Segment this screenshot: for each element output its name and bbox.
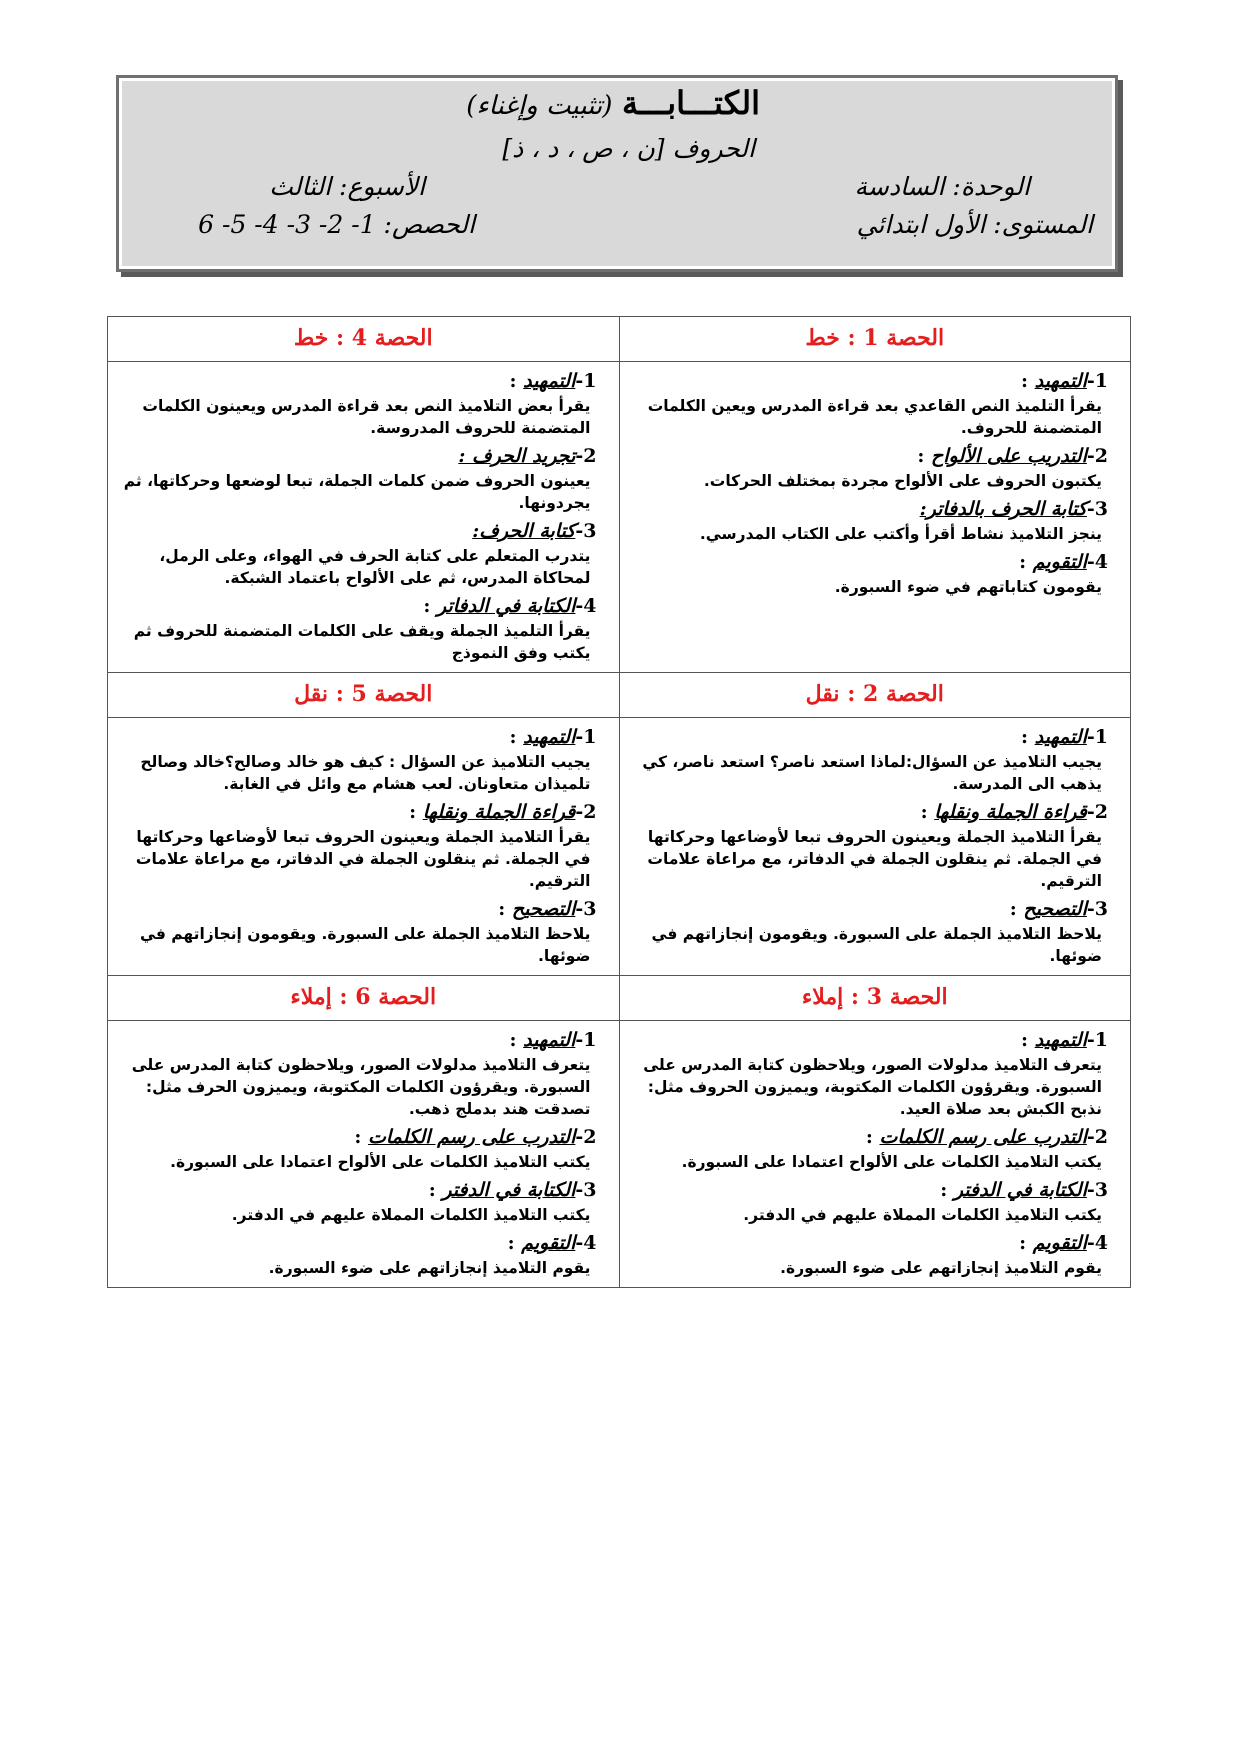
step <box>120 724 597 795</box>
step-number: 3- <box>575 1178 597 1201</box>
title-sub: (تثبيت وإغناء) <box>466 91 613 121</box>
step <box>632 368 1109 439</box>
step-title <box>632 896 1109 923</box>
step-text: يلاحظ التلاميذ الجملة على السبورة. ويقومون إنجازاتهم في ضوئها. <box>651 924 1102 965</box>
heading-row <box>108 317 1131 362</box>
page-title <box>466 84 760 122</box>
step-number: 2- <box>1086 800 1108 823</box>
step-number: 2- <box>1086 1125 1108 1148</box>
content-row <box>108 717 1131 975</box>
step-text: يتعرف التلاميذ مدلولات الصور، ويلاحظون كتابة المدرس على السبورة. ويقرؤون الكلمات المكتوبة، ويميزون الحرف مثل: تصدقت هند بدملج ذهب. <box>131 1055 591 1118</box>
step-label: كتابة الحرف: <box>472 519 576 542</box>
step-text: يكتب التلاميذ الكلمات على الألواح اعتمادا على السبورة. <box>170 1152 591 1171</box>
step-title <box>632 799 1109 826</box>
step-label: تجريد الحرف : <box>458 444 576 467</box>
step <box>120 443 597 514</box>
step-title <box>632 1177 1109 1204</box>
step-text: يتعرف التلاميذ مدلولات الصور، ويلاحظون كتابة المدرس على السبورة. ويقرؤون الكلمات المكتوبة، ويميزون الحروف مثل: نذبح الكبش بعد صلاة العيد. <box>643 1055 1102 1118</box>
session-heading: الحصة 3 : إملاء <box>619 975 1131 1020</box>
step-text: يقرأ التلاميذ الجملة ويعينون الحروف تبعا لأوضاعها وحركاتها في الجملة. ثم ينقلون الجملة في الدفاتر، مع مراعاة علامات الترقيم. <box>135 827 591 890</box>
step-title <box>120 799 597 826</box>
step-label: التصحيح <box>511 897 576 920</box>
step-label: التصحيح <box>1023 897 1087 920</box>
step-suffix: : <box>509 370 524 392</box>
step-suffix: : <box>865 1125 880 1148</box>
step-number: 1- <box>575 370 597 392</box>
step-suffix: : <box>354 1125 368 1148</box>
session-cell <box>108 717 620 975</box>
step-title <box>632 1230 1109 1257</box>
step-number: 2- <box>575 800 597 823</box>
step-label: الكتابة في الدفتر <box>953 1178 1087 1201</box>
step-suffix: : <box>507 1231 522 1254</box>
step-suffix: : <box>428 1178 443 1201</box>
sessions-table <box>107 316 1131 1288</box>
step-title <box>120 518 597 545</box>
step-number: 2- <box>575 1125 597 1148</box>
step-suffix: : <box>509 1028 524 1051</box>
step-suffix: : <box>509 725 524 748</box>
step <box>632 896 1109 967</box>
week-label: الأسبوع: الثالث <box>269 172 425 201</box>
step-number: 1- <box>575 725 597 748</box>
step-text: يجيب التلاميذ عن السؤال : كيف هو خالد وصالح؟خالد وصالح تلميذان متعاونان. لعب هشام مع وائل في الغابة. <box>140 752 591 793</box>
header-box <box>116 75 1118 272</box>
content-row <box>108 1020 1131 1287</box>
step-title <box>120 896 597 923</box>
heading-row <box>108 672 1131 717</box>
step-text: يقرأ التلاميذ الجملة ويعينون الحروف تبعا لأوضاعها وحركاتها في الجملة. ثم ينقلون الجملة في الدفاتر، مع مراعاة علامات الترقيم. <box>647 827 1102 890</box>
step-text: يقومون كتاباتهم في ضوء السبورة. <box>834 577 1102 596</box>
step <box>632 1230 1109 1279</box>
step-title <box>632 1124 1109 1151</box>
step-label: قراءة الجملة ونقلها <box>422 800 576 823</box>
session-heading: الحصة 4 : خط <box>108 317 620 362</box>
step-title <box>632 368 1109 395</box>
heading-row <box>108 975 1131 1020</box>
step-label: التقويم <box>521 1231 576 1254</box>
step-title <box>632 724 1109 751</box>
session-cell <box>619 362 1131 673</box>
step-label: كتابة الحرف بالدفاتر: <box>919 497 1087 520</box>
step-number: 1- <box>1086 725 1108 748</box>
step-title <box>120 443 597 470</box>
session-heading: الحصة 1 : خط <box>619 317 1131 362</box>
step-text: يقرأ بعض التلاميذ النص بعد قراءة المدرس ويعينون الكلمات المتضمنة للحروف المدروسة. <box>142 396 591 437</box>
step-text: يكتب التلاميذ الكلمات على الألواح اعتمادا على السبورة. <box>681 1152 1102 1171</box>
step-title <box>632 496 1109 523</box>
step-title <box>632 443 1109 470</box>
session-heading: الحصة 5 : نقل <box>108 672 620 717</box>
step <box>632 1124 1109 1173</box>
step-number: 3- <box>575 897 597 920</box>
step-suffix: : <box>1019 1231 1033 1254</box>
step-label: الكتابة في الدفاتر <box>436 594 576 617</box>
step-title <box>120 368 597 395</box>
step <box>632 724 1109 795</box>
letters-line: الحروف [ن ، ص ، د ، ذ] <box>502 134 755 163</box>
step <box>632 799 1109 892</box>
step-title <box>632 1027 1109 1054</box>
step-title <box>120 593 597 620</box>
step-text: يكتبون الحروف على الألواح مجردة بمختلف الحركات. <box>703 471 1102 490</box>
step-number: 4- <box>1086 550 1108 573</box>
step <box>120 518 597 589</box>
step <box>120 896 597 967</box>
step-text: يتدرب المتعلم على كتابة الحرف في الهواء، وعلى الرمل، لمحاكاة المدرس، ثم على الألواح باعتماد الشبكة. <box>159 546 591 587</box>
step-title <box>632 549 1109 576</box>
step <box>120 1027 597 1120</box>
session-cell <box>619 1020 1131 1287</box>
session-heading: الحصة 6 : إملاء <box>108 975 620 1020</box>
step-label: التدرب على رسم الكلمات <box>367 1125 576 1148</box>
step-text: يكتب التلاميذ الكلمات المملاة عليهم في الدفتر. <box>743 1205 1102 1224</box>
step-suffix: : <box>1020 370 1035 392</box>
step-label: التمهيد <box>1034 725 1087 748</box>
session-cell <box>108 1020 620 1287</box>
unit-label: الوحدة: السادسة <box>854 172 1030 201</box>
step-label: التدرب على رسم الكلمات <box>879 1125 1087 1148</box>
level-label: المستوى: الأول ابتدائي <box>856 210 1093 239</box>
sessions-label: الحصص: 1- 2- 3- 4- 5- 6 <box>198 210 475 239</box>
step-number: 1- <box>575 1028 597 1051</box>
step-label: التدريب على الألواح <box>931 444 1087 467</box>
step-suffix: : <box>1019 550 1033 573</box>
step <box>120 593 597 664</box>
step-number: 3- <box>1086 1178 1108 1201</box>
step-text: يكتب التلاميذ الكلمات المملاة عليهم في الدفتر. <box>231 1205 591 1224</box>
step-number: 3- <box>575 519 597 542</box>
step-number: 4- <box>1086 1231 1108 1254</box>
step-suffix: : <box>1020 1028 1035 1051</box>
step-label: التمهيد <box>1034 370 1087 392</box>
step-number: 3- <box>1086 897 1108 920</box>
step-label: التقويم <box>1032 550 1087 573</box>
step <box>632 1177 1109 1226</box>
step-label: قراءة الجملة ونقلها <box>934 800 1087 823</box>
step-text: يلاحظ التلاميذ الجملة على السبورة. ويقومون إنجازاتهم في ضوئها. <box>140 924 591 965</box>
step-suffix: : <box>940 1178 954 1201</box>
step-text: يقوم التلاميذ إنجازاتهم على ضوء السبورة. <box>780 1258 1102 1277</box>
step-suffix: : <box>917 444 932 467</box>
step-suffix: : <box>920 800 935 823</box>
session-heading: الحصة 2 : نقل <box>619 672 1131 717</box>
step-text: ينجز التلاميذ نشاط أقرأ وأكتب على الكتاب المدرسي. <box>699 524 1102 543</box>
title-main: الكتـــابـــة <box>621 84 760 122</box>
step-label: التمهيد <box>523 370 576 392</box>
step <box>632 549 1109 598</box>
step <box>120 799 597 892</box>
step-label: التمهيد <box>1034 1028 1087 1051</box>
step-number: 3- <box>1086 497 1108 520</box>
step-suffix: : <box>423 594 437 617</box>
step-suffix: : <box>409 800 423 823</box>
step-title <box>120 1177 597 1204</box>
step <box>632 496 1109 545</box>
step-text: يقرأ التلميذ النص القاعدي بعد قراءة المدرس ويعين الكلمات المتضمنة للحروف. <box>647 396 1102 437</box>
step-label: التمهيد <box>523 1028 576 1051</box>
step-title <box>120 724 597 751</box>
step-title <box>120 1230 597 1257</box>
step <box>120 368 597 439</box>
step <box>632 443 1109 492</box>
step <box>120 1177 597 1226</box>
step-label: التمهيد <box>523 725 576 748</box>
session-cell <box>619 717 1131 975</box>
step-suffix: : <box>1009 897 1024 920</box>
step-text: يقوم التلاميذ إنجازاتهم على ضوء السبورة. <box>268 1258 591 1277</box>
step <box>120 1230 597 1279</box>
step-title <box>120 1124 597 1151</box>
step <box>120 1124 597 1173</box>
step <box>632 1027 1109 1120</box>
step-label: الكتابة في الدفتر <box>442 1178 576 1201</box>
step-text: يعينون الحروف ضمن كلمات الجملة، تبعا لوضعها وحركاتها، ثم يجردونها. <box>123 471 591 512</box>
step-number: 2- <box>1086 444 1108 467</box>
step-number: 4- <box>575 1231 597 1254</box>
step-text: يقرأ التلميذ الجملة ويقف على الكلمات المتضمنة للحروف ثم يكتب وفق النموذج <box>133 621 591 662</box>
step-number: 1- <box>1086 1028 1108 1051</box>
step-text: يجيب التلاميذ عن السؤال:لماذا استعد ناصر؟ استعد ناصر، كي يذهب الى المدرسة. <box>642 752 1102 793</box>
step-number: 1- <box>1086 370 1108 392</box>
step-number: 4- <box>575 594 597 617</box>
step-suffix: : <box>498 897 512 920</box>
step-suffix: : <box>1020 725 1035 748</box>
step-number: 2- <box>575 444 597 467</box>
table-body <box>108 317 1131 1288</box>
step-label: التقويم <box>1032 1231 1087 1254</box>
step-title <box>120 1027 597 1054</box>
session-cell <box>108 362 620 673</box>
content-row <box>108 362 1131 673</box>
